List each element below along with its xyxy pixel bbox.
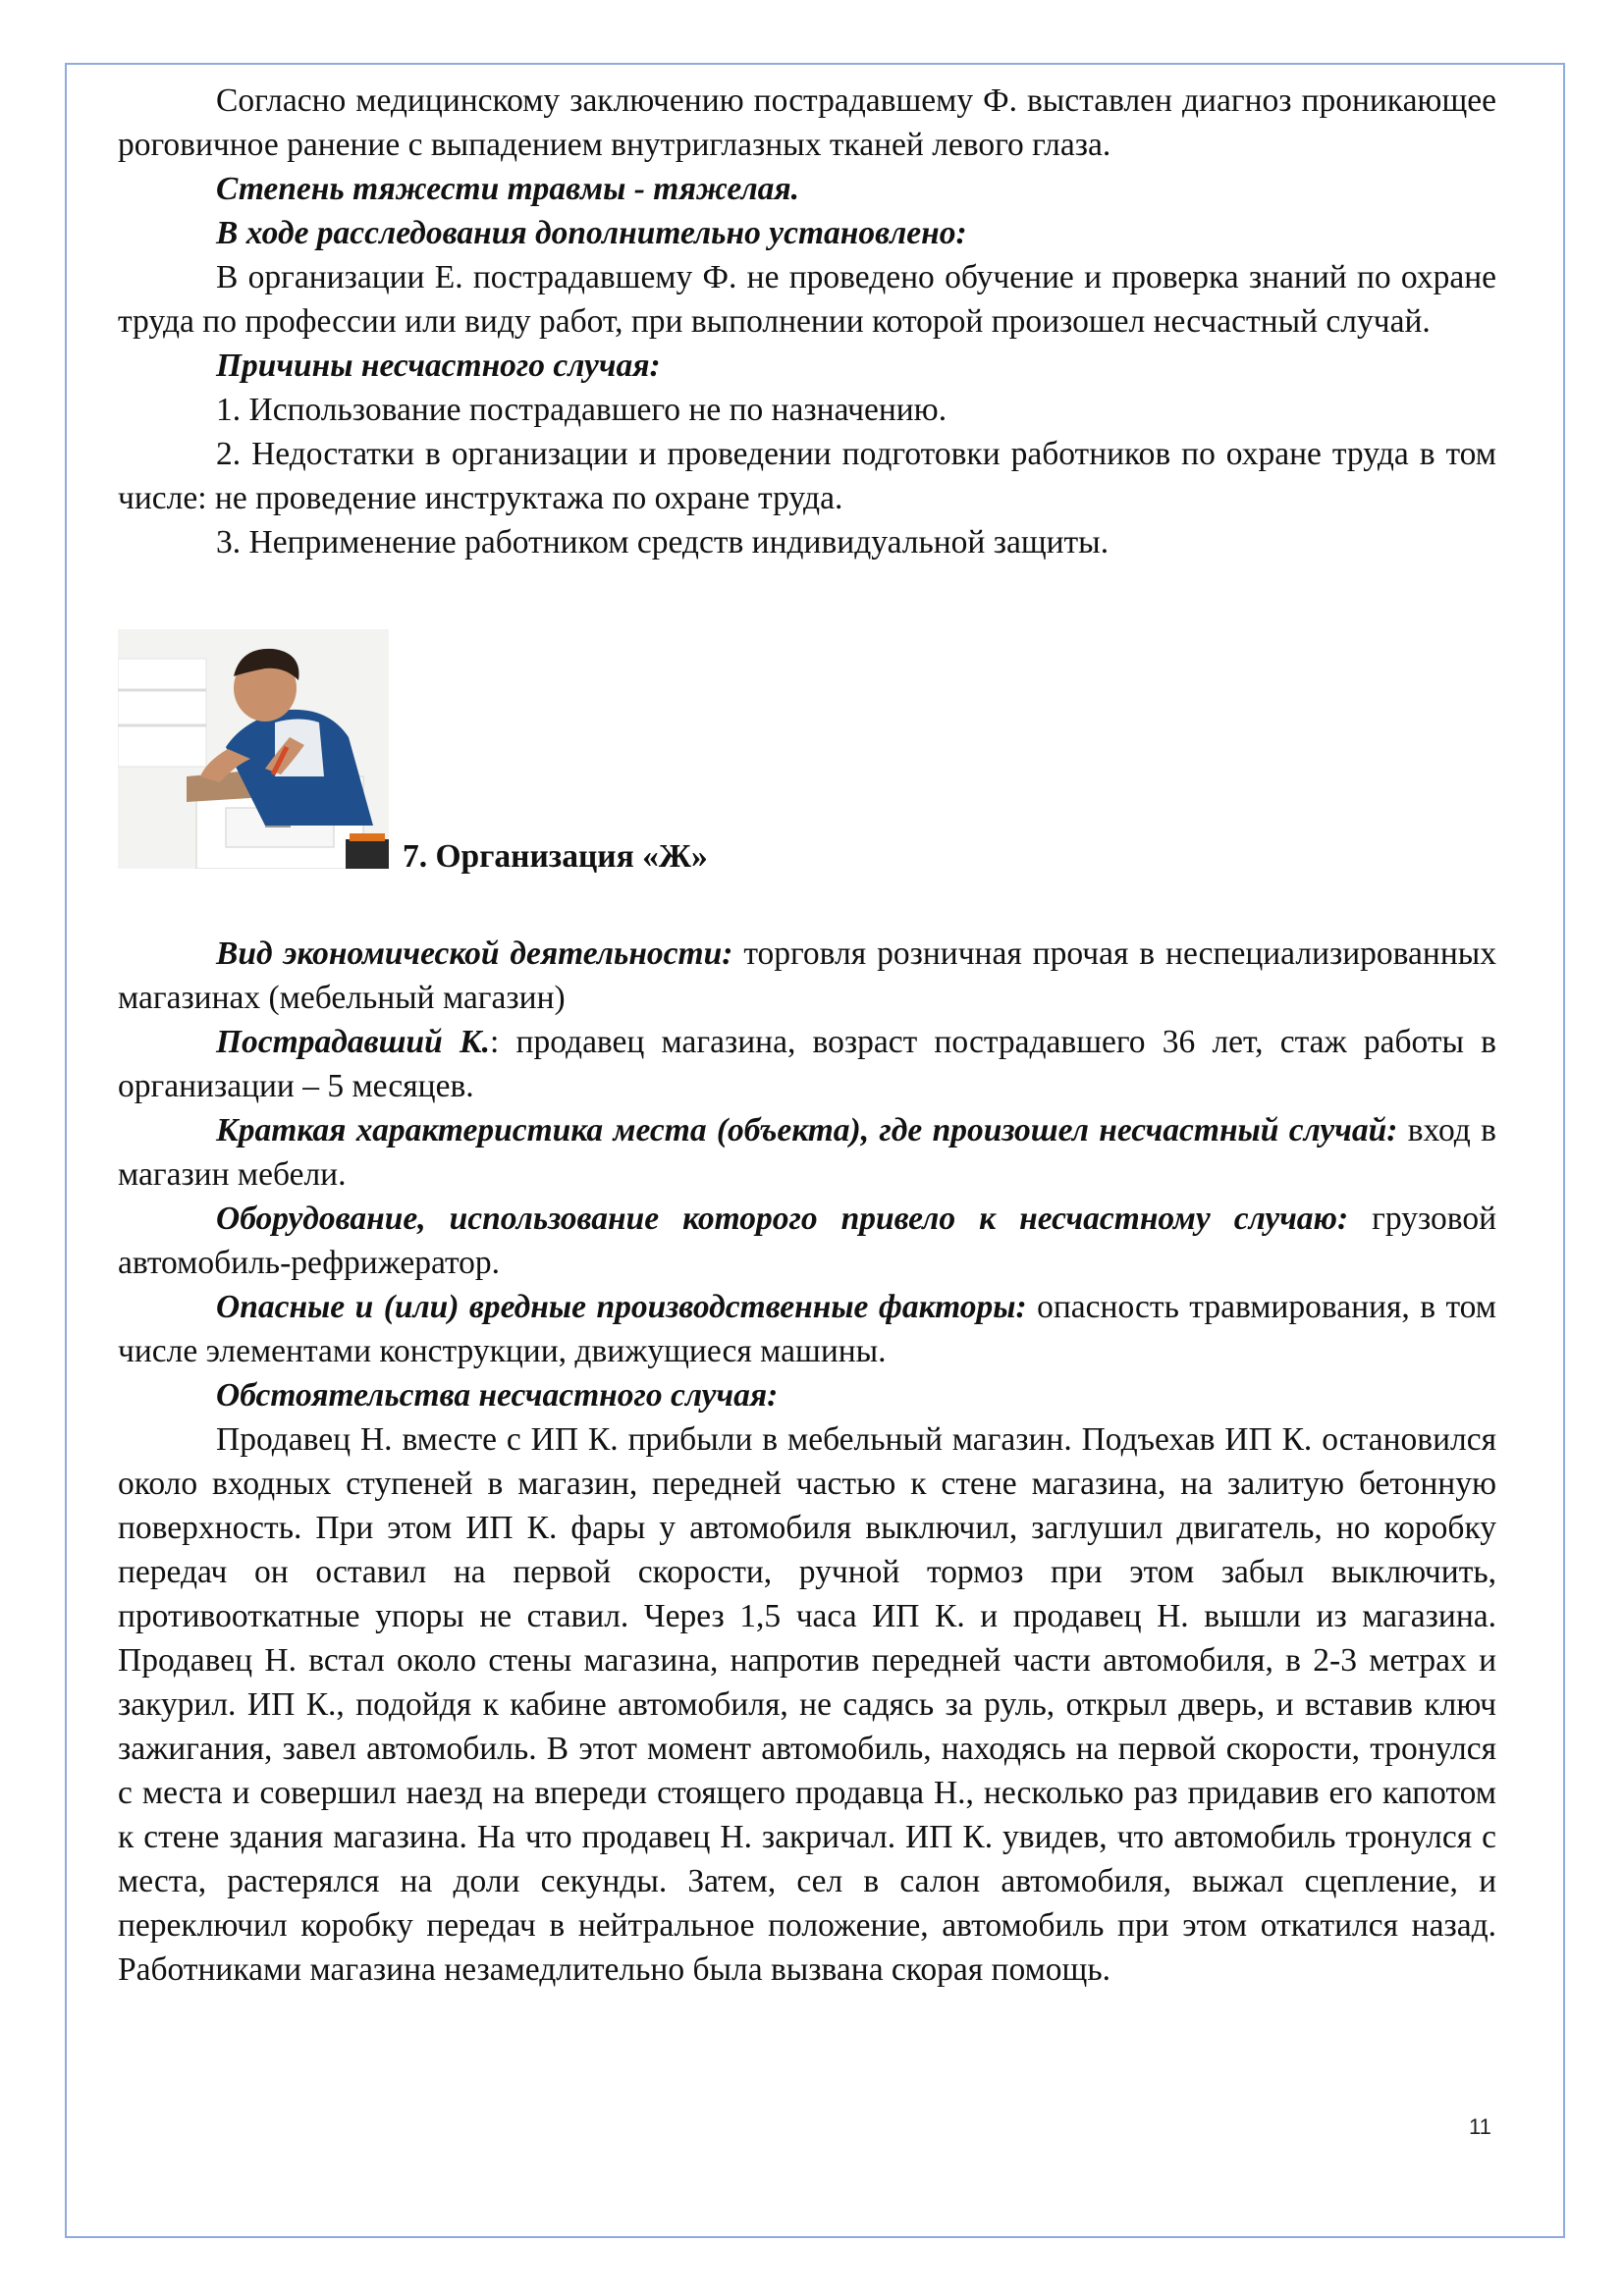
factors-paragraph <box>118 1285 1496 1373</box>
severity-heading: Степень тяжести травмы - тяжелая. <box>216 171 800 207</box>
section-header <box>118 629 1496 875</box>
factors-label: Опасные и (или) вредные производственные факторы: <box>216 1289 1027 1325</box>
section-spacer <box>118 869 1496 932</box>
page-number: 11 <box>1469 2114 1491 2139</box>
circumstances-heading: Обстоятельства несчастного случая: <box>216 1377 779 1414</box>
worker-photo <box>118 629 389 869</box>
victim-label: Пострадавший К. <box>216 1024 491 1060</box>
equipment-value: грузовой автомобиль-рефрижератор. <box>118 1201 1496 1281</box>
activity-label: Вид экономической деятельности: <box>216 935 733 972</box>
cause-item-1: 1. Использование пострадавшего не по назначению. <box>216 392 947 428</box>
place-label: Краткая характеристика места (объекта), где произошел несчастный случай: <box>216 1112 1398 1148</box>
investigation-heading: В ходе расследования дополнительно установлено: <box>216 215 967 251</box>
activity-value: торговля розничная прочая в неспециализированных магазинах (мебельный магазин) <box>118 935 1497 1016</box>
activity-paragraph <box>118 932 1496 1020</box>
diagnosis-paragraph: Согласно медицинскому заключению пострадавшему Ф. выставлен диагноз проникающее роговичное ранение с выпадением внутриглазных тканей левого глаза. <box>118 82 1496 163</box>
equipment-label: Оборудование, использование которого привело к несчастному случаю: <box>216 1201 1349 1237</box>
causes-heading: Причины несчастного случая: <box>216 347 661 384</box>
cause-item-2: 2. Недостатки в организации и проведении подготовки работников по охране труда в том числе: не проведение инструктажа по охране труда. <box>118 436 1496 516</box>
victim-value: : продавец магазина, возраст пострадавшего 36 лет, стаж работы в организации – 5 месяцев. <box>118 1024 1496 1104</box>
victim-paragraph <box>118 1020 1496 1108</box>
circumstances-paragraph: Продавец Н. вместе с ИП К. прибыли в мебельный магазин. Подъехав ИП К. остановился около входных ступеней в магазин, передней частью к стене магазина, на залитую бетонную поверхность. При этом ИП К. фары у автомобиля выключил, заглушил двигатель, но коробку передач он оставил на первой скорости, ручной тормоз при этом забыл выключить, противооткатные упоры не ставил. Через 1,5 часа ИП К. и продавец Н. вышли из магазина. Продавец Н. встал около стены магазина, напротив передней части автомобиля, в 2-3 метрах и закурил. ИП К., подойдя к кабине автомобиля, не садясь за руль, открыл дверь, и вставив ключ зажигания, завел автомобиль. В этот момент автомобиль, находясь на первой скорости, тронулся с места и совершил наезд на впереди стоящего продавца Н., несколько раз придавив его капотом к стене здания магазина. На что продавец Н. закричал. ИП К. увидев, что автомобиль тронулся с места, растерялся на доли секунды. Затем, сел в салон автомобиля, выжал сцепление, и переключил коробку передач в нейтральное положение, автомобиль при этом откатился назад. Работниками магазина незамедлительно была вызвана скорая помощь. <box>118 1421 1496 1988</box>
place-value: вход в магазин мебели. <box>118 1112 1496 1193</box>
investigation-paragraph: В организации Е. пострадавшему Ф. не проведено обучение и проверка знаний по охране труда по профессии или виду работ, при выполнении которой произошел несчастный случай. <box>118 259 1496 340</box>
section-title: 7. Организация «Ж» <box>403 838 708 875</box>
place-paragraph <box>118 1108 1496 1197</box>
cause-item-3: 3. Неприменение работником средств индивидуальной защиты. <box>216 524 1110 561</box>
factors-value: опасность травмирования, в том числе элементами конструкции, движущиеся машины. <box>118 1289 1496 1369</box>
equipment-paragraph <box>118 1197 1496 1285</box>
document-body <box>118 79 1496 1992</box>
